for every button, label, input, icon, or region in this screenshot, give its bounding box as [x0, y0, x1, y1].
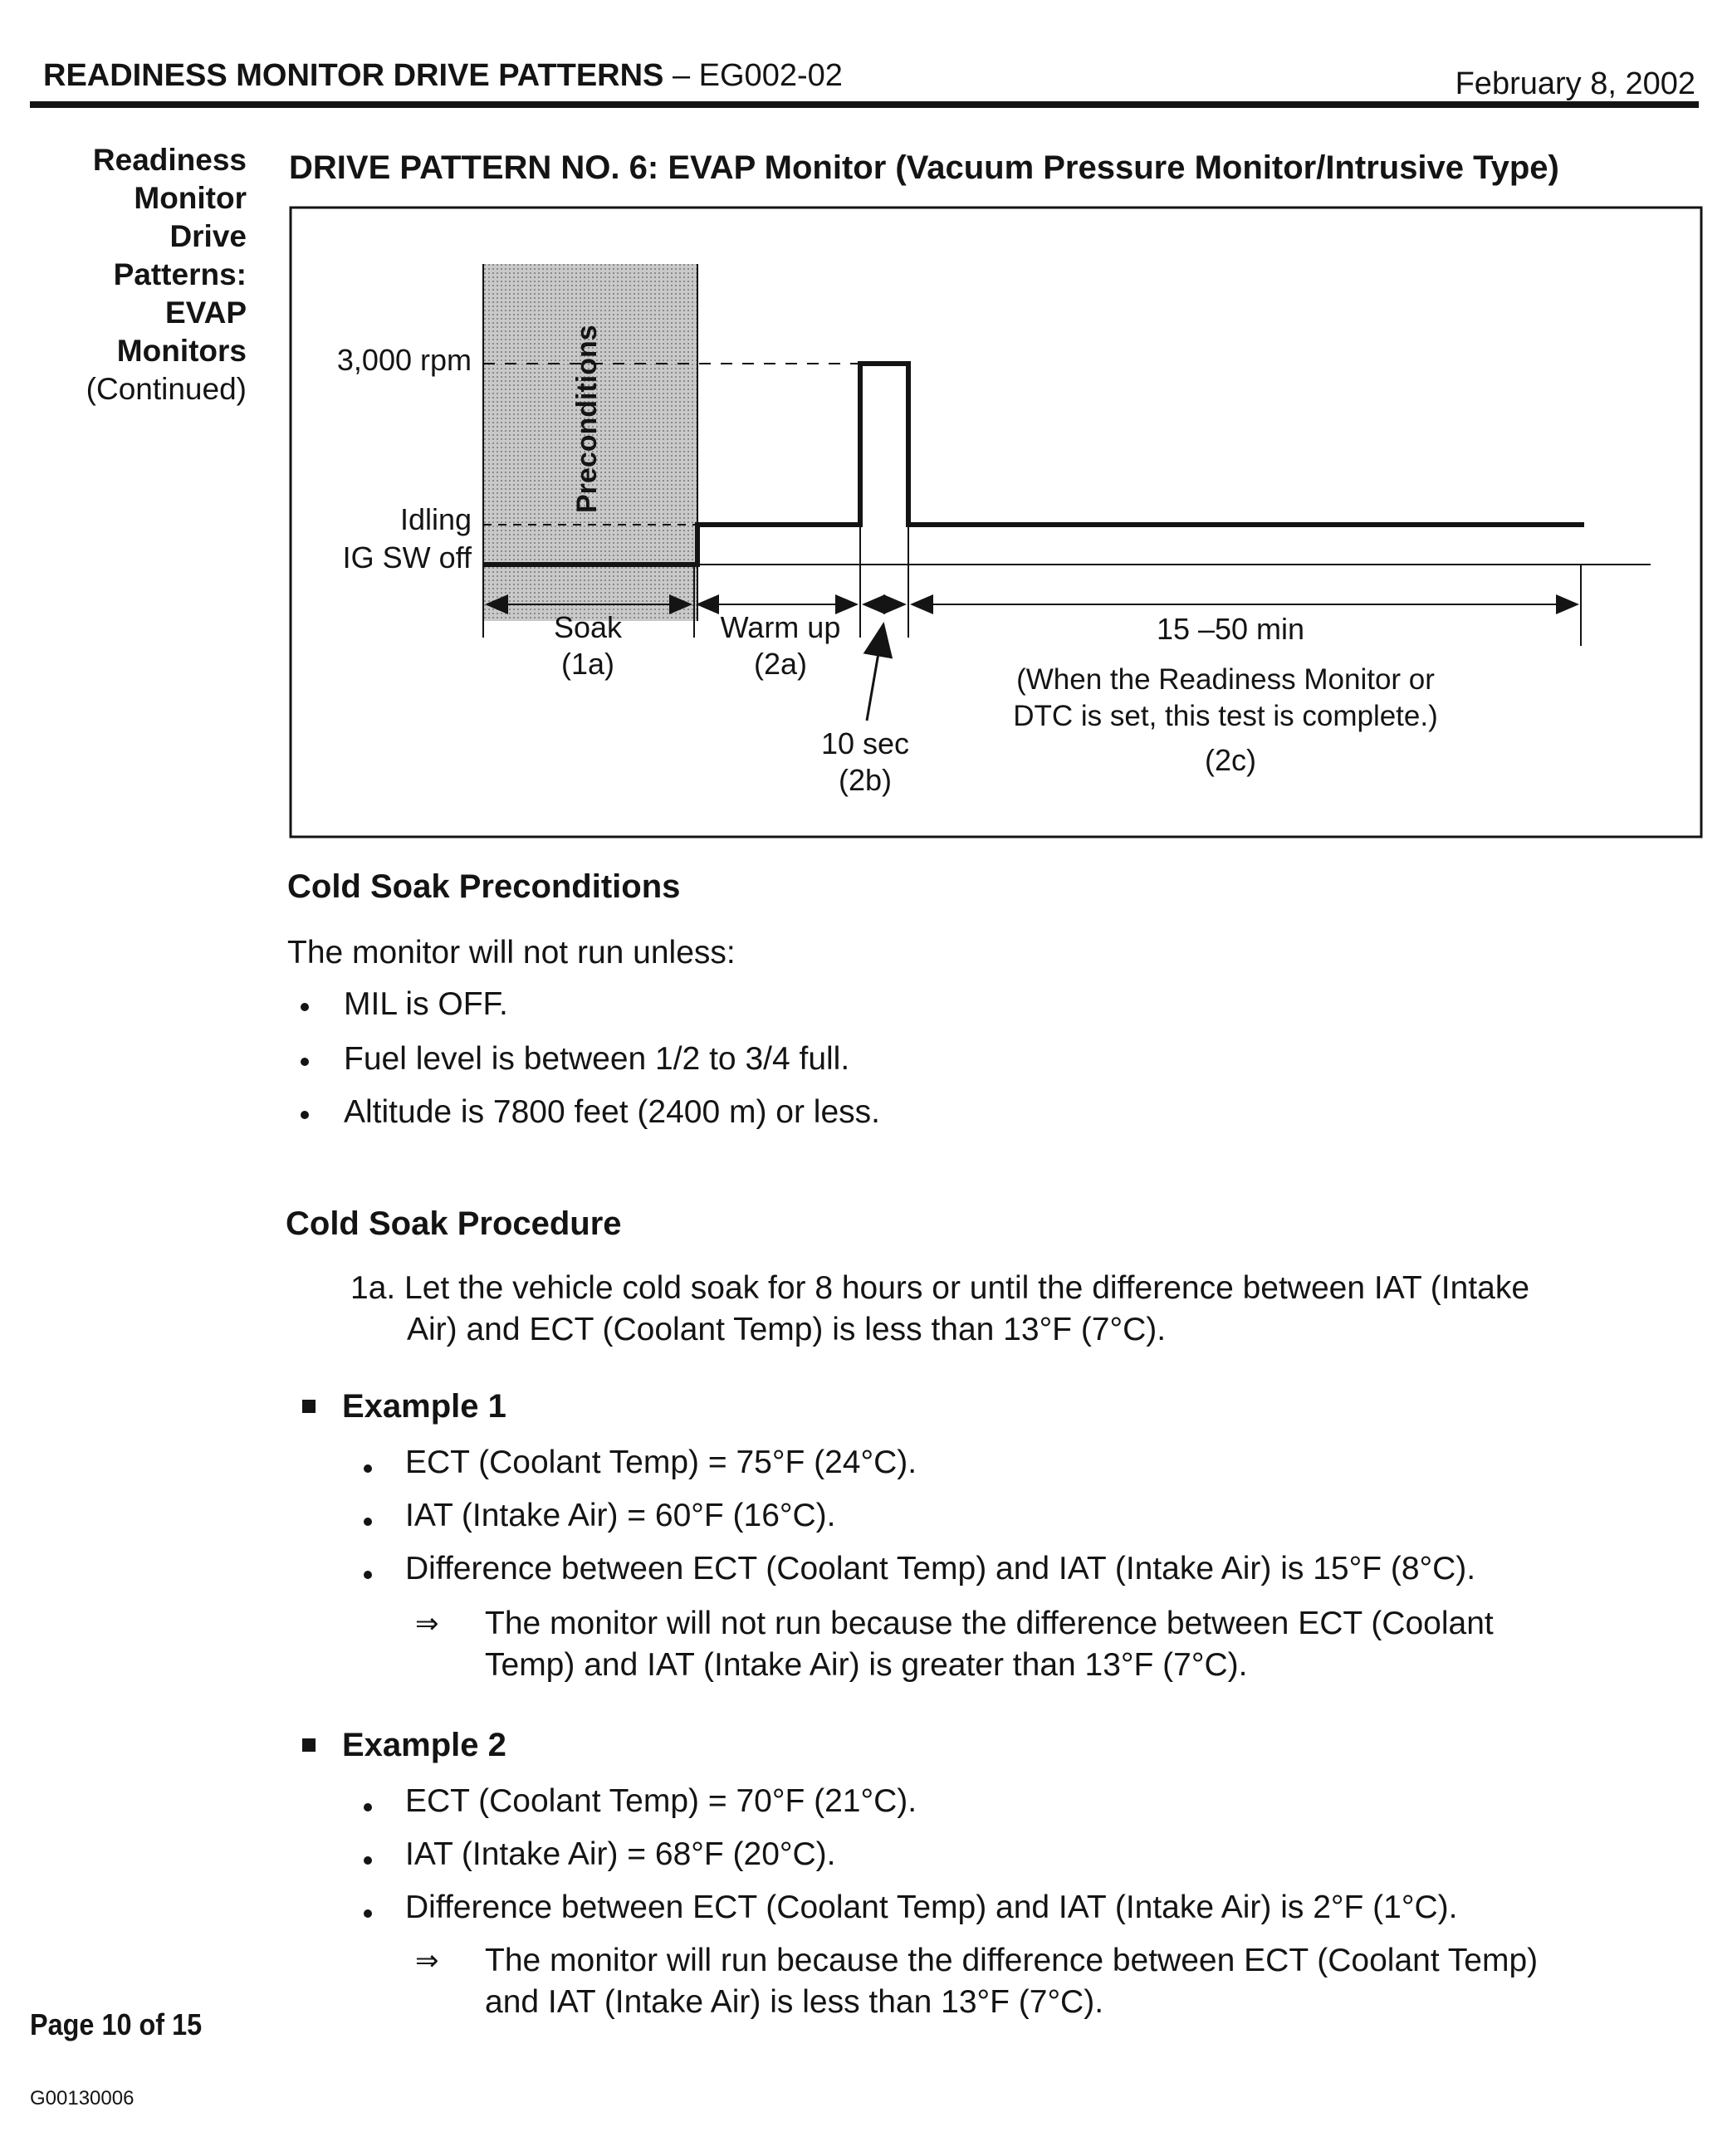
precondition-item: Fuel level is between 1/2 to 3/4 full. [344, 1041, 850, 1077]
preconditions-heading: Cold Soak Preconditions [287, 868, 681, 905]
example-2-item: IAT (Intake Air) = 68°F (20°C). [405, 1836, 836, 1872]
sidebar-continued: (Continued) [86, 372, 247, 406]
example-2-result-cont: and IAT (Intake Air) is less than 13°F (7°C). [485, 1984, 1104, 2020]
example-1-item: Difference between ECT (Coolant Temp) and IAT (Intake Air) is 15°F (8°C). [405, 1551, 1476, 1586]
result-arrow-icon: ⇒ [415, 1608, 439, 1640]
example-1-result: The monitor will not run because the difference between ECT (Coolant [485, 1606, 1494, 1641]
preconditions-label: Preconditions [571, 325, 603, 513]
sidebar-line: EVAP [164, 296, 247, 330]
sidebar-line: Monitor [134, 181, 247, 215]
bullet-dot [364, 1803, 372, 1811]
figure-title: DRIVE PATTERN NO. 6: EVAP Monitor (Vacuum Pressure Monitor/Intrusive Type) [289, 149, 1559, 186]
example-2-result: The monitor will run because the difference between ECT (Coolant Temp) [485, 1943, 1539, 1978]
sidebar-line: Monitors [116, 334, 247, 368]
result-arrow-icon: ⇒ [415, 1945, 439, 1977]
example-2-title: Example 2 [342, 1727, 506, 1763]
cruise-label: 15 –50 min [1156, 612, 1305, 646]
procedure-step-1a: 1a. Let the vehicle cold soak for 8 hours or until the difference between IAT (Intake [350, 1270, 1530, 1306]
warmup-step: (2a) [753, 647, 808, 681]
page-number: Page 10 of 15 [30, 2007, 203, 2041]
bullet-dot [301, 1058, 309, 1066]
cruise-note-2: DTC is set, this test is complete.) [1013, 700, 1438, 732]
y-label-idle: Idling [399, 502, 472, 536]
burst-pointer [867, 624, 883, 721]
sidebar-line: Readiness [92, 143, 247, 177]
document-date: February 8, 2002 [1455, 66, 1695, 101]
soak-step: (1a) [560, 647, 615, 681]
bullet-dot [364, 1518, 372, 1526]
precondition-item: Altitude is 7800 feet (2400 m) or less. [344, 1094, 880, 1130]
example-2-item: Difference between ECT (Coolant Temp) and IAT (Intake Air) is 2°F (1°C). [405, 1890, 1458, 1925]
example-2-item: ECT (Coolant Temp) = 70°F (21°C). [405, 1783, 917, 1819]
bullet-dot [301, 1111, 309, 1119]
y-label-off: IG SW off [342, 540, 472, 574]
sidebar-section-label [31, 141, 247, 408]
soak-label: Soak [553, 610, 623, 644]
bullet-dot [364, 1909, 372, 1918]
procedure-step-1a-cont: Air) and ECT (Coolant Temp) is less than 13°F (7°C). [407, 1312, 1167, 1347]
example-1-item: IAT (Intake Air) = 60°F (16°C). [405, 1498, 836, 1533]
document-title [43, 58, 843, 94]
bullet-dot [364, 1571, 372, 1579]
example-square-bullet [302, 1738, 316, 1752]
example-1-item: ECT (Coolant Temp) = 75°F (24°C). [405, 1445, 917, 1480]
cruise-step: (2c) [1205, 743, 1256, 777]
example-1-result-cont: Temp) and IAT (Intake Air) is greater than 13°F (7°C). [485, 1647, 1248, 1683]
y-label-rpm: 3,000 rpm [336, 343, 472, 377]
drive-pattern-chart [289, 206, 1703, 838]
burst-step: (2b) [838, 763, 893, 797]
example-square-bullet [302, 1400, 316, 1413]
preconditions-intro: The monitor will not run unless: [287, 935, 736, 970]
header-rule [30, 101, 1699, 108]
bullet-dot [364, 1464, 372, 1473]
document-title-main: READINESS MONITOR DRIVE PATTERNS [43, 58, 664, 93]
sidebar-line: Patterns: [113, 257, 247, 291]
cruise-note-1: (When the Readiness Monitor or [1016, 663, 1435, 696]
bullet-dot [301, 1003, 309, 1011]
procedure-heading: Cold Soak Procedure [286, 1205, 622, 1242]
precondition-item: MIL is OFF. [344, 986, 508, 1022]
document-code: – EG002-02 [663, 58, 843, 93]
sidebar-line: Drive [169, 219, 247, 253]
warmup-label: Warm up [720, 610, 841, 644]
example-1-title: Example 1 [342, 1388, 506, 1425]
document-id: G00130006 [30, 2087, 135, 2110]
bullet-dot [364, 1856, 372, 1865]
burst-label: 10 sec [820, 726, 910, 760]
